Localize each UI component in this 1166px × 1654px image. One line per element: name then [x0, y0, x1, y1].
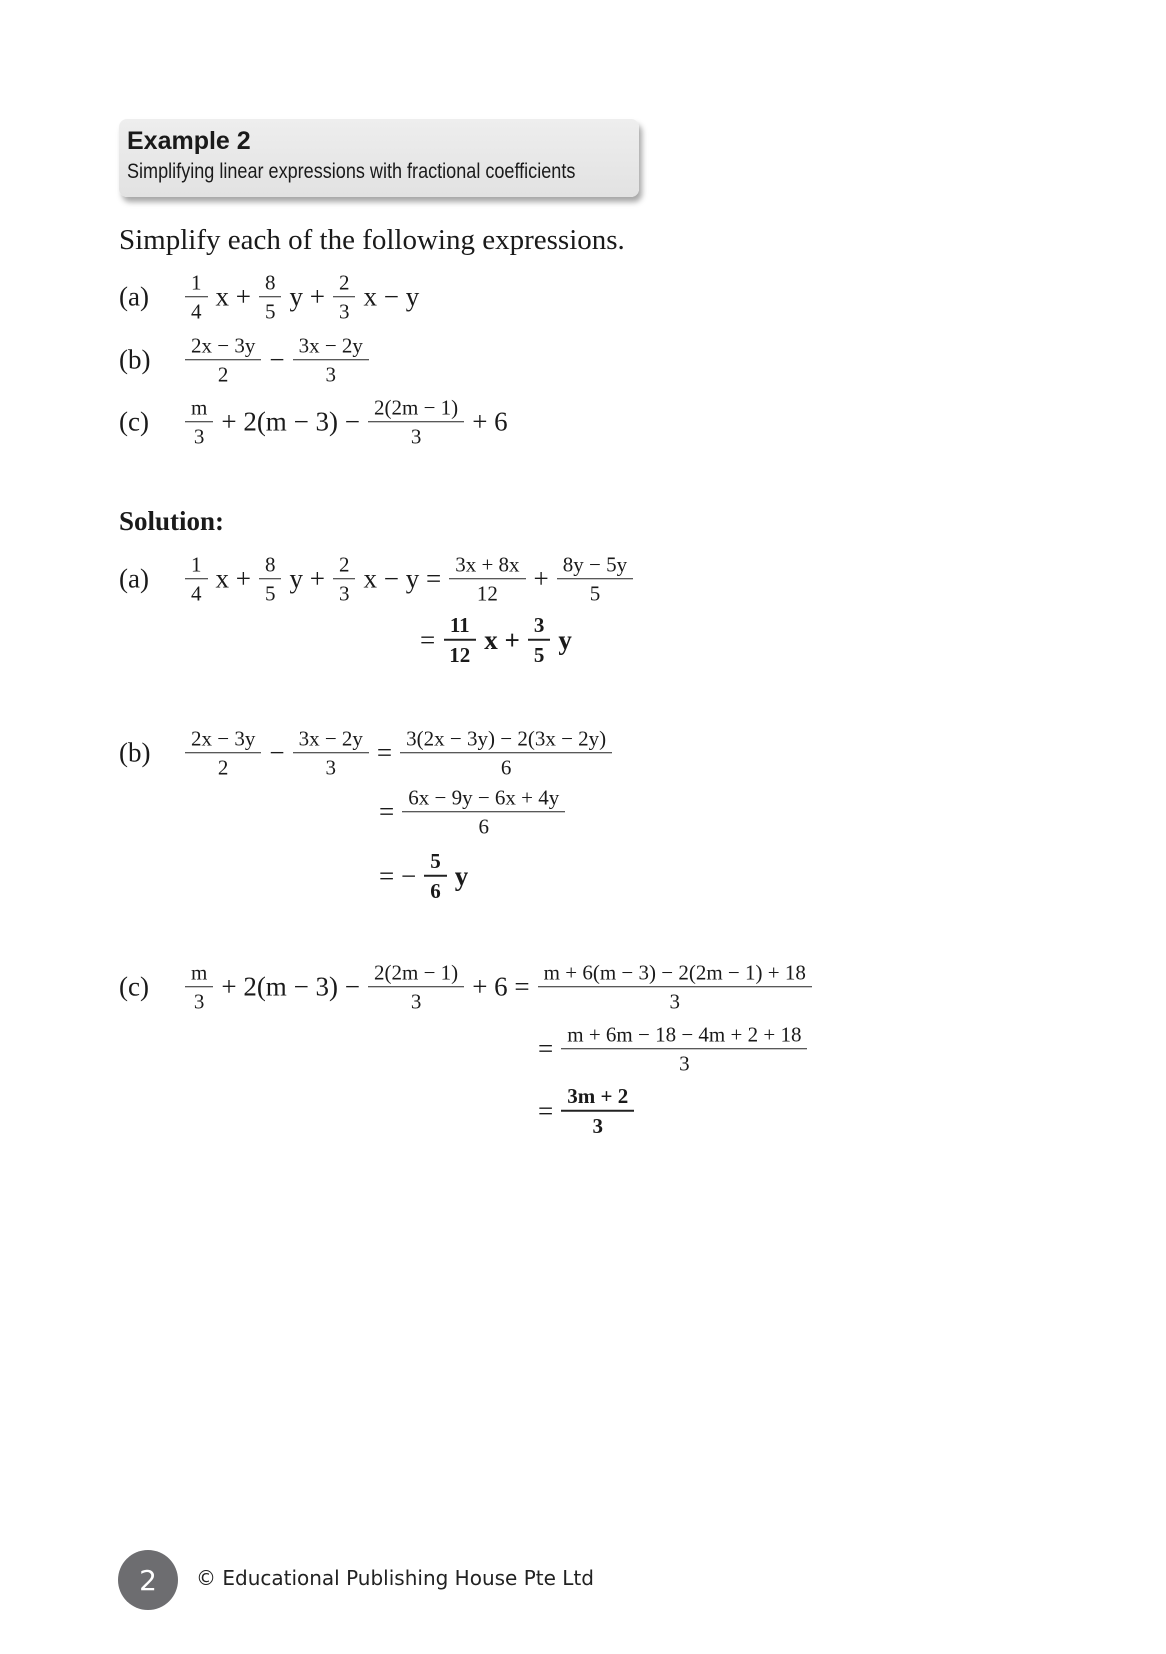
math-line	[180, 551, 638, 607]
math-text: x − y =	[363, 563, 442, 594]
denominator: 3	[325, 362, 336, 387]
fraction	[368, 394, 464, 450]
denominator: 2	[217, 362, 229, 387]
numerator: 1	[185, 269, 208, 297]
example-title: Example 2	[127, 127, 251, 155]
math-text: =	[379, 796, 395, 827]
denominator: 6	[430, 879, 441, 903]
math-text: =	[376, 737, 393, 768]
numerator: 3m + 2	[561, 1083, 634, 1112]
numerator: 8	[259, 551, 282, 579]
denominator: 5	[589, 581, 601, 606]
math-text: x +	[215, 563, 251, 594]
math-text: y	[454, 860, 469, 891]
part-label: (c)	[119, 406, 149, 437]
solution-heading: Solution:	[119, 506, 225, 536]
math-line	[535, 1083, 639, 1140]
math-text: y +	[289, 281, 325, 312]
numerator: 6x − 9y − 6x + 4y	[402, 784, 565, 812]
fraction	[185, 332, 261, 388]
fraction	[293, 725, 369, 781]
fraction	[443, 612, 476, 669]
math-text: x +	[215, 281, 251, 312]
math-line	[180, 394, 511, 450]
numerator: 3x − 2y	[293, 332, 369, 360]
numerator: 1	[185, 551, 208, 579]
denominator: 5	[264, 581, 276, 606]
denominator: 3	[592, 1114, 603, 1138]
math-text: =	[538, 1095, 554, 1126]
numerator: m	[185, 394, 213, 422]
denominator: 3	[410, 424, 422, 449]
math-text: −	[269, 344, 285, 375]
page-number-badge: 2	[118, 1550, 178, 1610]
math-text: x +	[484, 624, 520, 655]
numerator: m + 6(m − 3) − 2(2m − 1) + 18	[538, 959, 812, 987]
denominator: 12	[449, 643, 471, 667]
math-text: x − y	[363, 281, 420, 312]
fraction	[185, 269, 208, 325]
math-text: =	[538, 1033, 554, 1064]
denominator: 3	[193, 424, 205, 449]
math-line	[376, 784, 570, 840]
math-text: −	[269, 737, 285, 768]
denominator: 6	[478, 814, 489, 839]
math-text: = −	[379, 860, 417, 891]
math-line	[535, 1021, 812, 1077]
numerator: 3x + 8x	[449, 551, 525, 579]
fraction	[449, 551, 525, 607]
fraction	[557, 551, 633, 607]
numerator: 5	[424, 848, 447, 877]
fraction	[402, 784, 565, 840]
math-line	[180, 725, 617, 781]
fraction	[185, 725, 261, 781]
numerator: m + 6m − 18 − 4m + 2 + 18	[561, 1021, 807, 1049]
fraction	[185, 551, 208, 607]
numerator: 11	[444, 612, 476, 641]
math-text: y	[558, 624, 572, 655]
fraction	[259, 551, 282, 607]
numerator: m	[185, 959, 213, 987]
example-subtitle: Simplifying linear expressions with fractional coefficients	[127, 160, 576, 183]
math-line	[180, 332, 374, 388]
math-text: + 2(m − 3) −	[221, 971, 361, 1002]
fraction	[424, 848, 447, 905]
fraction	[333, 551, 356, 607]
numerator: 2(2m − 1)	[368, 959, 464, 987]
numerator: 3	[528, 612, 551, 641]
numerator: 8y − 5y	[557, 551, 633, 579]
numerator: 3x − 2y	[293, 725, 369, 753]
math-text: + 6 =	[472, 971, 530, 1002]
numerator: 2x − 3y	[185, 725, 261, 753]
copyright-text: © Educational Publishing House Pte Ltd	[196, 1566, 594, 1590]
denominator: 5	[264, 299, 276, 324]
denominator: 3	[193, 989, 205, 1014]
fraction	[185, 959, 213, 1015]
part-label: (c)	[119, 971, 149, 1002]
part-label: (a)	[119, 563, 149, 594]
denominator: 6	[500, 755, 512, 780]
part-label: (b)	[119, 344, 151, 375]
denominator: 4	[191, 581, 202, 606]
denominator: 3	[679, 1051, 690, 1076]
fraction	[333, 269, 356, 325]
math-text: y +	[289, 563, 325, 594]
fraction	[528, 612, 551, 669]
denominator: 4	[191, 299, 202, 324]
math-line	[180, 959, 817, 1015]
fraction	[185, 394, 213, 450]
math-text: =	[420, 624, 436, 655]
math-text: +	[533, 563, 549, 594]
denominator: 2	[217, 755, 229, 780]
denominator: 5	[533, 643, 545, 667]
denominator: 12	[476, 581, 498, 606]
numerator: 2	[333, 269, 356, 297]
fraction	[561, 1021, 807, 1077]
fraction	[368, 959, 464, 1015]
example-header-box	[119, 119, 639, 197]
numerator: 8	[259, 269, 282, 297]
fraction	[293, 332, 369, 388]
denominator: 3	[338, 581, 350, 606]
denominator: 3	[410, 989, 422, 1014]
math-line	[376, 848, 471, 905]
denominator: 3	[338, 299, 350, 324]
fraction	[538, 959, 812, 1015]
numerator: 2	[333, 551, 356, 579]
math-text: + 2(m − 3) −	[221, 406, 361, 437]
denominator: 3	[669, 989, 680, 1014]
part-label: (a)	[119, 281, 149, 312]
fraction	[400, 725, 612, 781]
instruction-text: Simplify each of the following expressions.	[119, 224, 625, 256]
math-line	[417, 612, 575, 669]
fraction	[259, 269, 282, 325]
denominator: 3	[325, 755, 336, 780]
part-label: (b)	[119, 737, 151, 768]
numerator: 2x − 3y	[185, 332, 261, 360]
fraction	[561, 1083, 634, 1140]
numerator: 3(2x − 3y) − 2(3x − 2y)	[400, 725, 612, 753]
numerator: 2(2m − 1)	[368, 394, 464, 422]
math-line	[180, 269, 422, 325]
math-text: + 6	[472, 406, 508, 437]
